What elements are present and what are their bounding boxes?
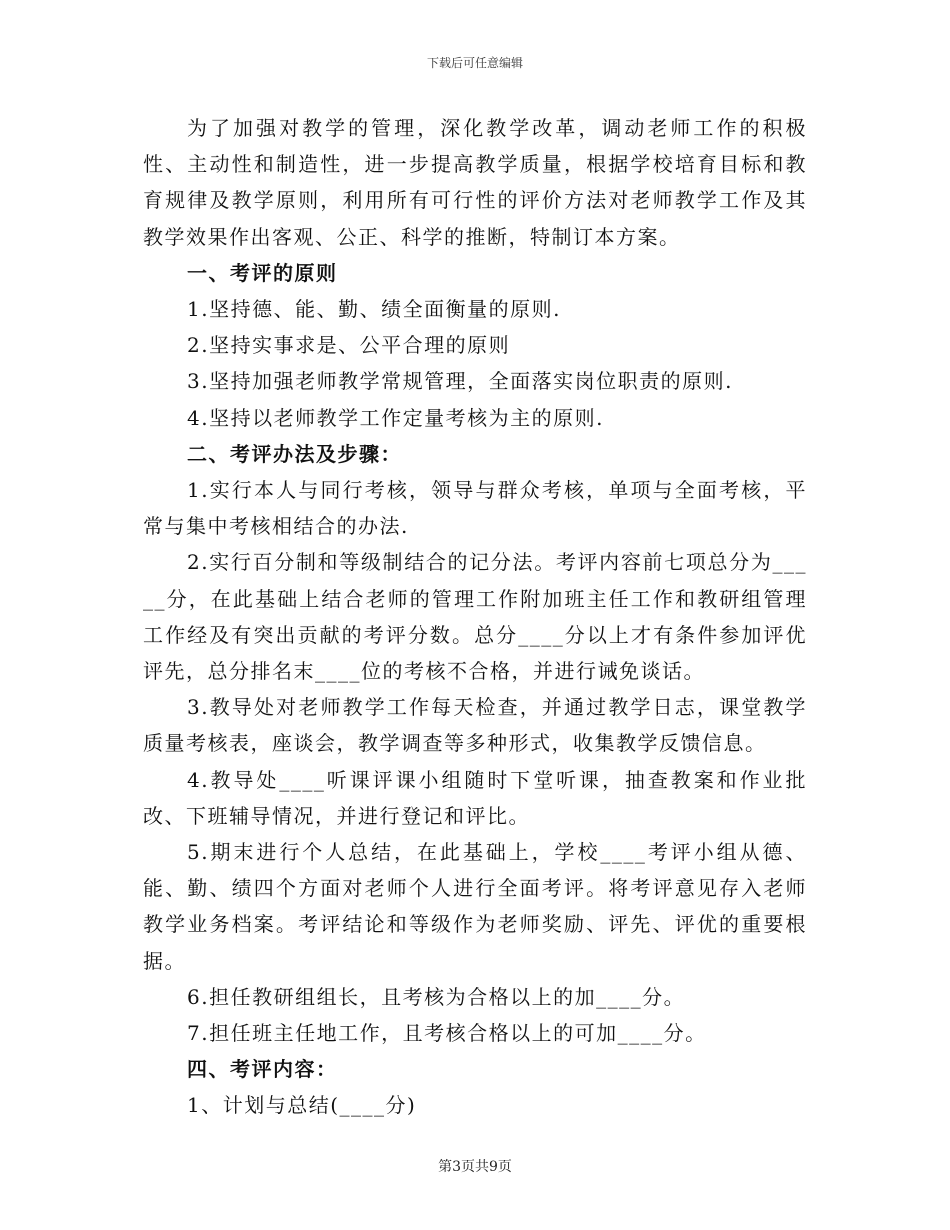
method-item: 2.实行百分制和等级制结合的记分法。考评内容前七项总分为_____分，在此基础上结合老师的管理工作附加班主任工作和教研组管理工作经及有突出贡献的考评分数。总分____分以上才有条件参加评优评先，总分排名末____位的考核不合格，并进行诫免谈话。 (143, 550, 807, 684)
principle-item: 4.坚持以老师教学工作定量考核为主的原则. (187, 405, 604, 430)
principle-item: 2.坚持实事求是、公平合理的原则 (187, 333, 511, 358)
method-item: 5.期末进行个人总结，在此基础上，学校____考评小组从德、能、勤、绩四个方面对老师个人进行全面考评。将考评意见存入老师教学业务档案。考评结论和等级作为老师奖励、评先、评优的重要根据。 (143, 840, 807, 973)
section-heading-principles: 一、考评的原则 (187, 260, 338, 285)
intro-paragraph: 为了加强对教学的管理，深化教学改革，调动老师工作的积极性、主动性和制造性，进一步提高教学质量，根据学校培育目标和教育规律及教学原则，利用所有可行性的评价方法对老师教学工作及其教学效果作出客观、公正、科学的推断，特制订本方案。 (143, 116, 807, 249)
content-item: 1、计划与总结(____分) (187, 1093, 417, 1118)
page-header: 下载后可任意编辑 (426, 56, 523, 70)
method-item: 3.教导处对老师教学工作每天检查，并通过教学日志，课堂教学质量考核表，座谈会，教学调查等多种形式，收集教学反馈信息。 (143, 695, 807, 756)
method-item: 6.担任教研组组长，且考核为合格以上的加____分。 (187, 984, 686, 1009)
document-body (143, 110, 807, 1124)
principle-item: 1.坚持德、能、勤、绩全面衡量的原则. (187, 297, 561, 322)
method-item: 1.实行本人与同行考核，领导与群众考核，单项与全面考核，平常与集中考核相结合的办法. (143, 478, 807, 539)
section-heading-content: 四、考评内容： (187, 1057, 338, 1082)
principle-item: 3.坚持加强老师教学常规管理，全面落实岗位职责的原则. (187, 369, 733, 394)
section-heading-methods: 二、考评办法及步骤： (187, 441, 402, 466)
method-item: 7.担任班主任地工作，且考核合格以上的可加____分。 (187, 1021, 707, 1046)
page-footer: 第3页共9页 (438, 1159, 512, 1175)
method-item: 4.教导处____听课评课小组随时下堂听课，抽查教案和作业批改、下班辅导情况，并进行登记和评比。 (143, 767, 807, 828)
